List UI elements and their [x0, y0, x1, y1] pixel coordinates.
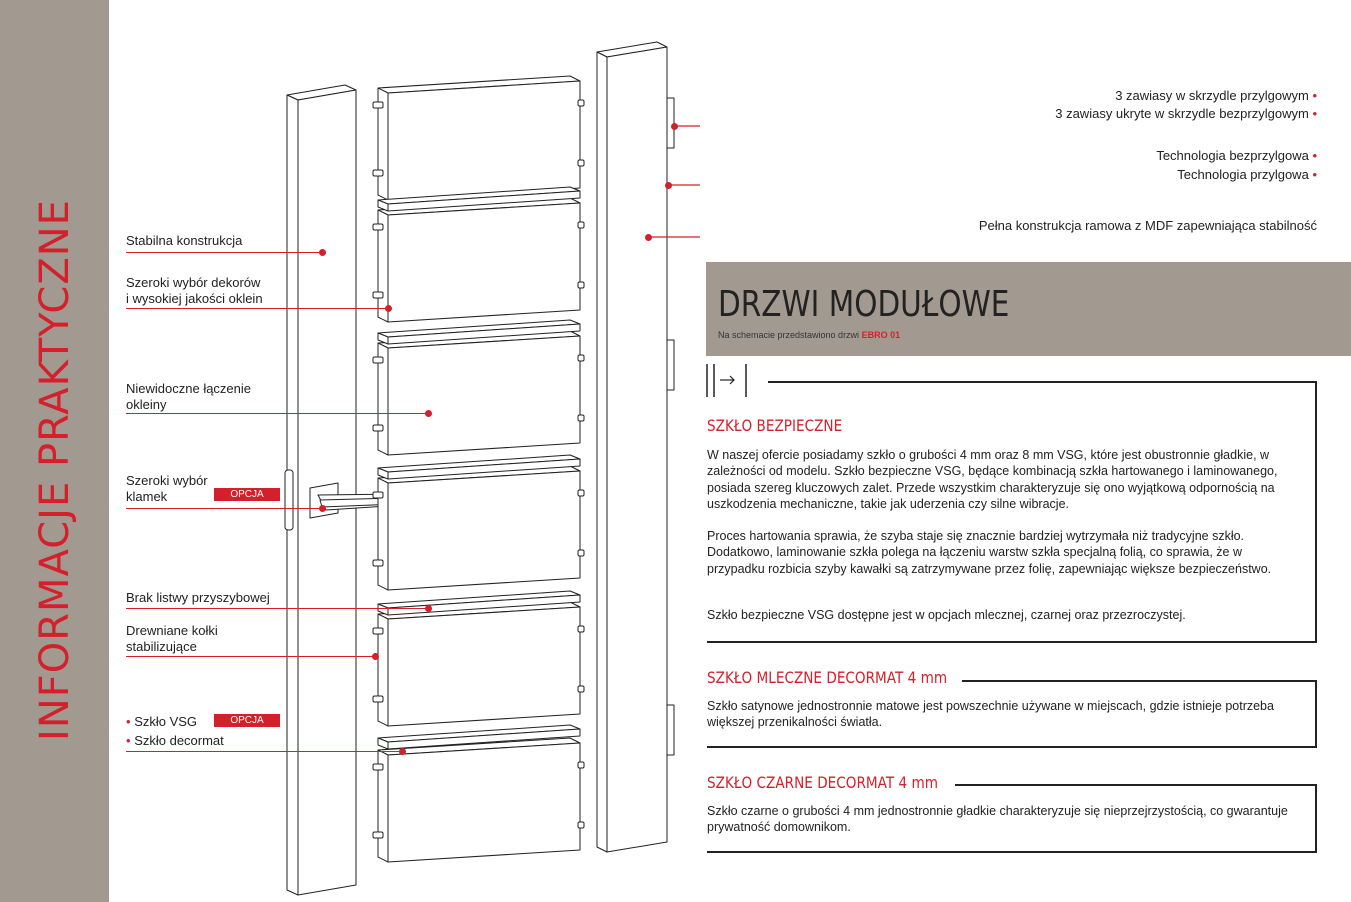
section-divider — [707, 851, 1317, 853]
glass-panel-front — [388, 81, 580, 200]
dowel — [373, 425, 383, 431]
label-kolki-1: Drewniane kołki — [126, 623, 218, 638]
dowel — [373, 102, 383, 108]
page-subtitle: Na schemacie przedstawiono drzwi EBRO 01 — [718, 330, 901, 340]
bullet-icon: • — [1312, 106, 1317, 121]
section-title-szklo-mleczne: SZKŁO MLECZNE DECORMAT 4 mm — [707, 668, 948, 687]
leader-listwa — [126, 608, 429, 609]
dot-kolki — [372, 653, 379, 660]
dowel — [373, 628, 383, 634]
dot-zawiasy — [671, 123, 678, 130]
section-divider — [962, 680, 1316, 682]
dowel — [578, 686, 584, 692]
dowel — [578, 415, 584, 421]
label-laczenie-2: okleiny — [126, 397, 167, 412]
label-zawiasy-2: 3 zawiasy ukryte w skrzydle bezprzylgowym • — [1055, 106, 1317, 121]
label-szklo-decormat: • Szkło decormat — [126, 733, 224, 748]
dowel — [373, 224, 383, 230]
bullet-icon: • — [1312, 88, 1317, 103]
section-paragraph: Szkło bezpieczne VSG dostępne jest w opcjach mlecznej, czarnej oraz przezroczystej. — [707, 608, 1186, 622]
dot-szklo — [399, 748, 406, 755]
section-divider — [768, 381, 1316, 383]
dot-klamki — [319, 505, 326, 512]
bullet-icon: • — [1312, 167, 1317, 182]
dowel — [578, 160, 584, 166]
section-title-szklo-bezpieczne: SZKŁO BEZPIECZNE — [707, 416, 843, 435]
leader-stabilna — [126, 252, 323, 253]
sidebar-title: INFORMACJE PRAKTYCZNE — [32, 199, 78, 741]
leader-kolki — [126, 656, 375, 657]
label-stabilna: Stabilna konstrukcja — [126, 233, 243, 248]
opcja-badge-szklo: OPCJA — [214, 714, 280, 727]
dowel — [578, 490, 584, 496]
dot-rama — [645, 234, 652, 241]
dowel — [578, 762, 584, 768]
section-paragraph: Szkło czarne o grubości 4 mm jednostronnie gładkie charakteryzuje się nieprzejrzystością, co gwarantuje prywatność domownikom. — [707, 804, 1288, 835]
glass-panel-front — [388, 203, 580, 322]
dowel — [373, 832, 383, 838]
arrow-right-icon — [706, 363, 748, 398]
dot-laczenie — [425, 410, 432, 417]
label-listwa: Brak listwy przyszybowej — [126, 590, 270, 605]
dowel — [373, 764, 383, 770]
glass-panel-front — [388, 471, 580, 590]
leader-laczenie — [126, 413, 429, 414]
dowel — [373, 357, 383, 363]
dowel — [578, 822, 584, 828]
label-klamki-2: klamek — [126, 489, 168, 504]
section-divider — [707, 641, 1317, 643]
section-divider — [1315, 784, 1317, 853]
leader-szklo — [126, 751, 403, 752]
label-tech-1: Technologia bezprzylgowa • — [1156, 148, 1317, 163]
dowel — [373, 170, 383, 176]
leader-klamki — [126, 508, 323, 509]
label-szklo-vsg: • Szkło VSG — [126, 714, 198, 729]
section-paragraph: Proces hartowania sprawia, że szyba staje się znacznie bardziej wytrzymała niż tradycyjne szkło. Dodatkowo, laminowanie szkła polega na łączeniu warstw szkła specjalną folią, co sprawia, że w przypadku rozbicia szyby kawałki są zatrzymywane przez folię, zapewniając większe bezpieczeństwo. — [707, 529, 1272, 576]
label-tech-2: Technologia przylgowa • — [1177, 167, 1317, 182]
dowel — [373, 696, 383, 702]
label-rama: Pełna konstrukcja ramowa z MDF zapewniająca stabilność — [978, 218, 1317, 233]
bullet-icon: • — [126, 714, 131, 729]
label-laczenie-1: Niewidoczne łączenie — [126, 381, 252, 396]
dowel — [373, 560, 383, 566]
dowel — [578, 100, 584, 106]
opcja-badge-klamki: OPCJA — [214, 488, 280, 501]
model-name: EBRO 01 — [861, 330, 901, 340]
label-zawiasy-1: 3 zawiasy w skrzydle przylgowym • — [1115, 88, 1317, 103]
section-divider — [955, 784, 1316, 786]
dowel — [578, 550, 584, 556]
dot-dekory — [385, 305, 392, 312]
section-paragraph: W naszej ofercie posiadamy szkło o grubości 4 mm oraz 8 mm VSG, które jest obustronnie gładkie, w zależności od modelu. Szkło bezpieczne VSG, będące kombinacją szkła hartowanego i laminowanego, posiada szereg kluczowych zalet. Przede wszystkim charakteryzuje się ono wyjątkową odpornością na uszkodzenia mechaniczne, takie jak uderzenia czy silne wibracje. — [707, 448, 1278, 511]
glass-panel-front — [388, 607, 580, 726]
title-banner — [706, 262, 1351, 356]
leader-dekory — [126, 308, 388, 309]
bullet-icon: • — [1312, 148, 1317, 163]
dowel — [578, 282, 584, 288]
dowel — [578, 355, 584, 361]
glass-panel-front — [388, 743, 580, 862]
dowel — [578, 626, 584, 632]
section-divider — [1315, 680, 1317, 748]
label-dekory-2: i wysokiej jakości oklein — [126, 291, 263, 306]
label-klamki-1: Szeroki wybór — [126, 473, 208, 488]
dot-stabilna — [319, 249, 326, 256]
section-divider — [1315, 381, 1317, 642]
dowel — [578, 222, 584, 228]
section-divider — [707, 746, 1317, 748]
label-kolki-2: stabilizujące — [126, 639, 197, 654]
dot-tech — [665, 182, 672, 189]
section-title-szklo-czarne: SZKŁO CZARNE DECORMAT 4 mm — [707, 773, 939, 792]
right-stile — [597, 42, 667, 852]
bullet-icon: • — [126, 733, 131, 748]
glass-panel-front — [388, 336, 580, 455]
dowel — [373, 292, 383, 298]
page-title: DRZWI MODUŁOWE — [718, 284, 1010, 325]
dowel — [373, 492, 383, 498]
label-dekory-1: Szeroki wybór dekorów — [126, 275, 261, 290]
dot-listwa — [425, 605, 432, 612]
section-paragraph: Szkło satynowe jednostronnie matowe jest powszechnie używane w miejscach, gdzie istnieje potrzeba większej przenikalności światła. — [707, 699, 1274, 730]
